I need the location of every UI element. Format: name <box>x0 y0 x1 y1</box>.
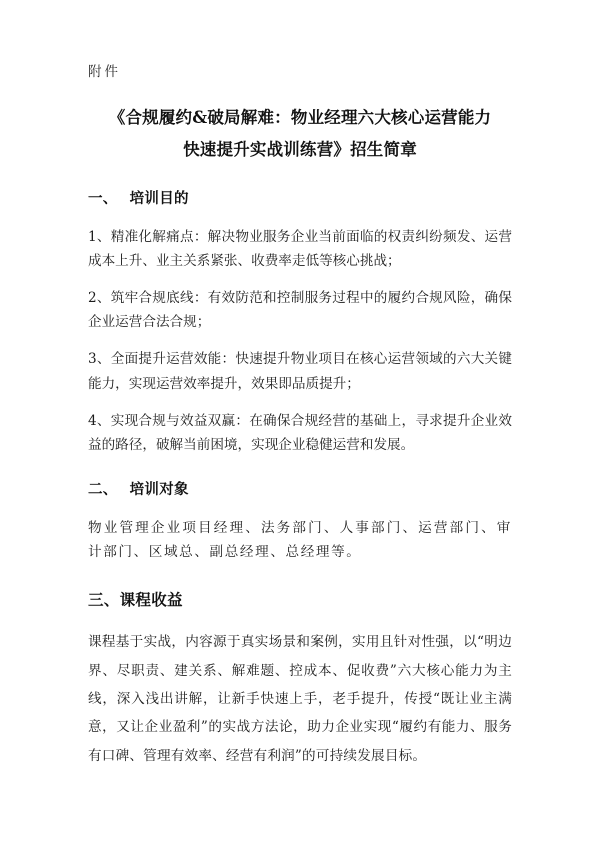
section-title-1: 培训目的 <box>129 189 189 207</box>
section-title-3: 课程收益 <box>119 590 183 610</box>
section-title-2: 培训对象 <box>129 481 189 499</box>
section-number-1: 一、 <box>88 189 118 207</box>
purpose-item-2: 2、筑牢合规底线：有效防范和控制服务过程中的履约合规风险，确保企业运营合法合规； <box>88 289 512 331</box>
document-title <box>88 102 512 166</box>
section-training-purpose <box>88 188 512 457</box>
section-heading-course-benefits <box>88 588 512 611</box>
document-title-line-2: 快速提升实战训练营》招生简章 <box>183 139 417 159</box>
attachment-label: 附件 <box>88 64 121 80</box>
section-number-2: 二、 <box>88 481 118 499</box>
target-audience-text: 物业管理企业项目经理、法务部门、人事部门、运营部门、审计部门、区域总、副总经理、总经理等。 <box>88 519 512 561</box>
document-title-line-1: 《合规履约&破局解难：物业经理六大核心运营能力 <box>108 107 492 127</box>
section-heading-training-purpose <box>88 188 512 210</box>
section-course-benefits <box>88 588 512 770</box>
purpose-item-3: 3、全面提升运营效能：快速提升物业项目在核心运营领域的六大关键能力，实现运营效率提升，效果即品质提升； <box>88 351 512 392</box>
section-number-3: 三、 <box>88 590 120 610</box>
section-target-audience <box>88 479 512 564</box>
section-heading-target-audience <box>88 479 512 501</box>
course-benefits-text: 课程基于实战，内容源于真实场景和案例，实用且针对性强，以“明边界、尽职责、建关系、解难题、控成本、促收费”六大核心能力为主线，深入浅出讲解，让新手快速上手，老手提升，传授“既让业主满意，又让企业盈利”的实战方法论，助力企业实现“履约有能力、服务有口碑、管理有效率、经营有利润”的可持续发展目标。 <box>88 634 512 764</box>
purpose-item-4: 4、实现合规与效益双赢：在确保合规经营的基础上，寻求提升企业效益的路径，破解当前困境，实现企业稳健运营和发展。 <box>88 412 512 453</box>
purpose-item-1: 1、精准化解痛点：解决物业服务企业当前面临的权责纠纷频发、运营成本上升、业主关系紧张、收费率走低等核心挑战； <box>88 228 512 269</box>
